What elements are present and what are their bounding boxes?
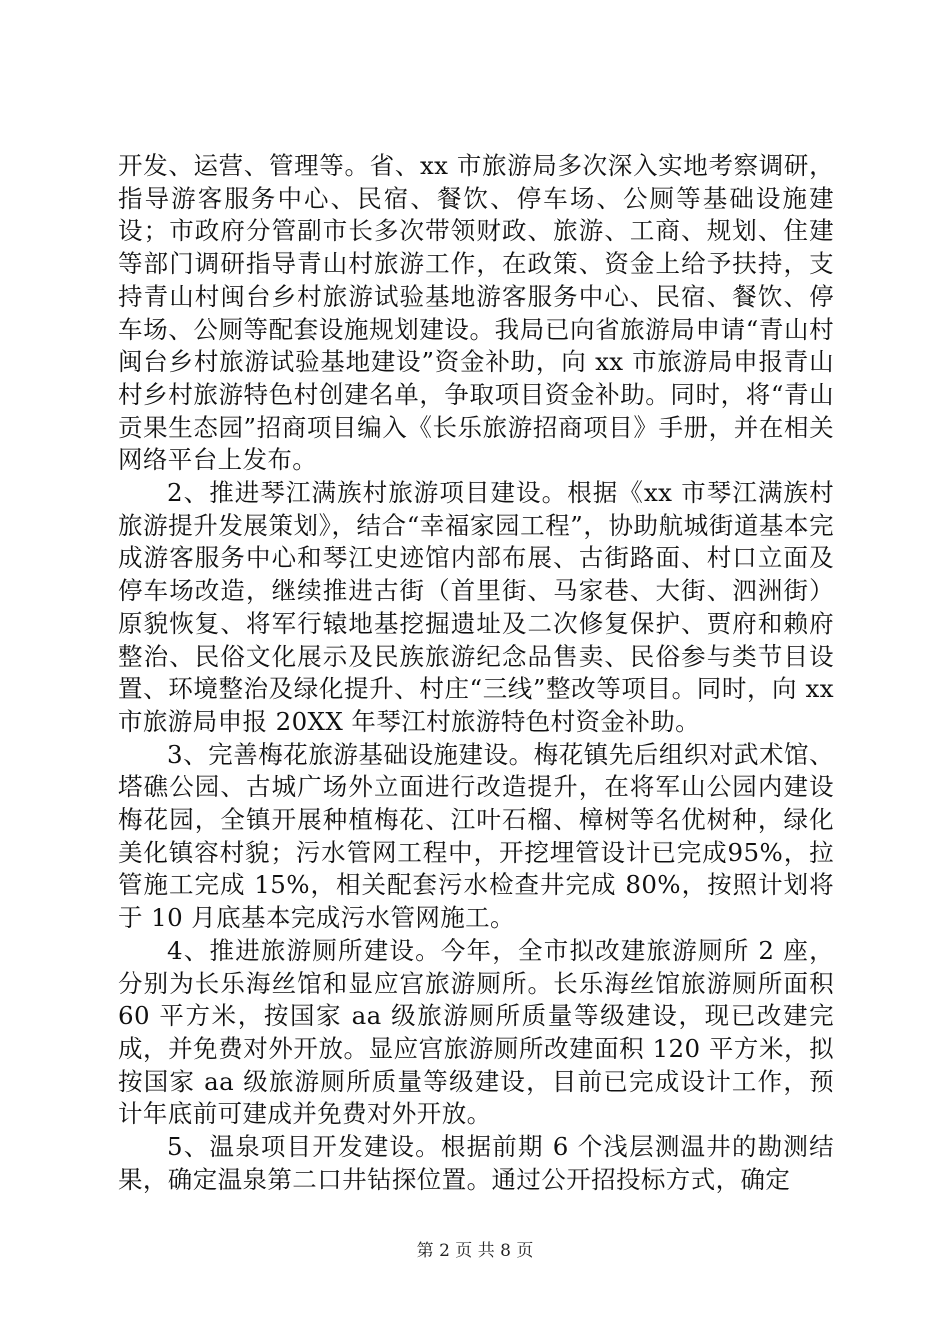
paragraph-5: 5、温泉项目开发建设。根据前期 6 个浅层测温井的勘测结果，确定温泉第二口井钻探位置。通过公开招投标方式，确定 bbox=[118, 1132, 834, 1194]
paragraph-2: 2、推进琴江满族村旅游项目建设。根据《xx 市琴江满族村旅游提升发展策划》，结合“幸福家园工程”，协助航城街道基本完成游客服务中心和琴江史迹馆内部布展、古街路面、村口立面及停车场改造，继续推进古街（首里街、马家巷、大街、泗洲街）原貌恢复、将军行辕地基挖掘遗址及二次修复保护、贾府和赖府整治、民俗文化展示及民族旅游纪念品售卖、民俗参与类节目设置、环境整治及绿化提升、村庄“三线”整改等项目。同时，向 xx 市旅游局申报 20XX 年琴江村旅游特色村资金补助。 bbox=[118, 478, 834, 736]
paragraph-3: 3、完善梅花旅游基础设施建设。梅花镇先后组织对武术馆、塔礁公园、古城广场外立面进行改造提升，在将军山公园内建设梅花园，全镇开展种植梅花、江叶石榴、樟树等名优树种，绿化美化镇容村貌；污水管网工程中，开挖埋管设计已完成95%，拉管施工完成 15%，相关配套污水检查井完成 80%，按照计划将于 10 月底基本完成污水管网施工。 bbox=[118, 739, 834, 933]
paragraph-4: 4、推进旅游厕所建设。今年，全市拟改建旅游厕所 2 座，分别为长乐海丝馆和显应宫旅游厕所。长乐海丝馆旅游厕所面积 60 平方米，按国家 aa 级旅游厕所质量等级建设，现已改建完成，并免费对外开放。显应宫旅游厕所改建面积 120 平方米，拟按国家 aa 级旅游厕所质量等级建设，目前已完成设计工作，预计年底前可建成并免费对外开放。 bbox=[118, 935, 834, 1129]
document-body bbox=[118, 150, 834, 1197]
page-number-footer: 第 2 页 共 8 页 bbox=[416, 1241, 534, 1261]
paragraph-1: 开发、运营、管理等。省、xx 市旅游局多次深入实地考察调研，指导游客服务中心、民宿、餐饮、停车场、公厕等基础设施建设；市政府分管副市长多次带领财政、旅游、工商、规划、住建等部门调研指导青山村旅游工作，在政策、资金上给予扶持，支持青山村闽台乡村旅游试验基地游客服务中心、民宿、餐饮、停车场、公厕等配套设施规划建设。我局已向省旅游局申请“青山村闽台乡村旅游试验基地建设”资金补助，向 xx 市旅游局申报青山村乡村旅游特色村创建名单，争取项目资金补助。同时，将“青山贡果生态园”招商项目编入《长乐旅游招商项目》手册，并在相关网络平台上发布。 bbox=[118, 151, 834, 475]
